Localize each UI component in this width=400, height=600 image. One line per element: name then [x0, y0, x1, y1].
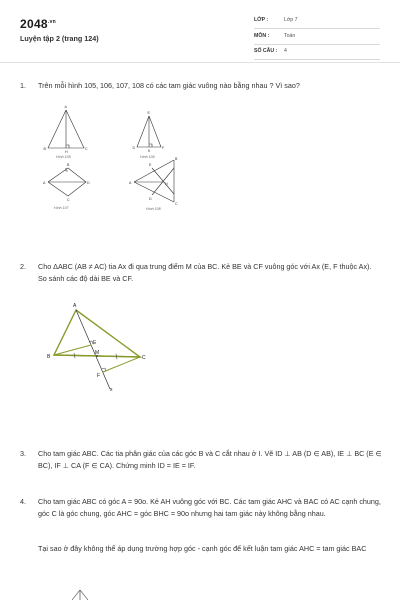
page-header [0, 0, 400, 62]
label-a: A [64, 105, 67, 109]
meta-subject [254, 29, 380, 45]
label-f: F [162, 146, 165, 150]
label-c: C [67, 198, 70, 202]
question-text: Trên mỗi hình 105, 106, 107, 108 có các tam giác vuông nào bằng nhau ? Vì sao? [38, 81, 300, 90]
label-e: E [147, 111, 150, 115]
question-text: Cho tam giác ABC. Các tia phân giác của các góc B và C cắt nhau ở I. Vẽ ID ⊥ AB (D ∈ AB), IE ⊥ BC (E ∈ BC), IF ⊥ CA (F ∈ CA). Chứng minh ID = IE = IF. [38, 449, 382, 470]
label-h: H [165, 182, 168, 186]
label-d: D [132, 146, 136, 150]
label-e: E [149, 163, 152, 167]
figure-105 [40, 102, 90, 162]
label-b: B [175, 157, 178, 161]
question-number: 1. [20, 81, 26, 90]
label-b: B [67, 163, 70, 167]
meta-subject-label: MÔN : [254, 33, 270, 39]
meta-count-label: SỐ CÂU : [254, 48, 278, 54]
question-text: Cho tam giác ABC có góc A = 90o. Kẻ AH vuông góc với BC. Các tam giác AHC và BAC có AC cạnh chung, góc C là góc chung, góc AHC = góc BHC = 90o nhưng hai tam giác này không bằng nhau. [38, 497, 381, 518]
figure-108 [124, 154, 186, 214]
label-a: A [129, 181, 132, 185]
meta-class [254, 13, 380, 29]
question-number: 4. [20, 497, 26, 506]
label-e: E [93, 340, 97, 346]
label-x: x [110, 387, 113, 393]
label-b: B [47, 354, 51, 360]
figure-q4-partial [60, 586, 100, 600]
label-f: F [97, 373, 101, 379]
label-c: C [85, 147, 88, 151]
label-h: H [65, 150, 68, 154]
site-logo[interactable]: $2048^{.vn}$ [20, 17, 57, 31]
caption-107: Hình 107 [54, 206, 69, 210]
label-c: C [175, 202, 178, 206]
meta-question-count [254, 44, 380, 60]
question-text: Tại sao ở đây không thể áp dụng trường hợp góc - cạnh góc để kết luận tam giác AHC = tam giác BAC [38, 544, 367, 553]
caption-108: Hình 108 [146, 207, 161, 211]
label-c: C [142, 355, 146, 361]
label-d: D [149, 197, 152, 201]
caption-106: Hình 106 [140, 155, 155, 159]
label-d: D [87, 181, 90, 185]
label-a: A [73, 303, 77, 309]
meta-class-label: LỚP : [254, 17, 269, 23]
question-text: Cho ΔABC (AB ≠ AC) tia Ax đi qua trung điểm M của BC. Kẻ BE và CF vuông góc với Ax (E, F thuộc Ax). So sánh các độ dài BE và CF. [38, 262, 372, 283]
label-m: M [95, 350, 100, 356]
header-divider [0, 62, 400, 63]
label-a: A [43, 181, 46, 185]
caption-105: Hình 105 [56, 155, 71, 159]
meta-subject-value: Toán [284, 33, 296, 39]
meta-count-value: 4 [284, 48, 287, 54]
figure-107 [40, 160, 95, 212]
question-number: 3. [20, 449, 26, 458]
label-k: K [148, 149, 151, 153]
question-number: 2. [20, 262, 26, 271]
figure-q2 [44, 300, 156, 392]
meta-class-value: Lớp 7 [284, 17, 298, 23]
label-b: B [43, 147, 46, 151]
document-title: Luyện tập 2 (trang 124) [20, 34, 99, 43]
